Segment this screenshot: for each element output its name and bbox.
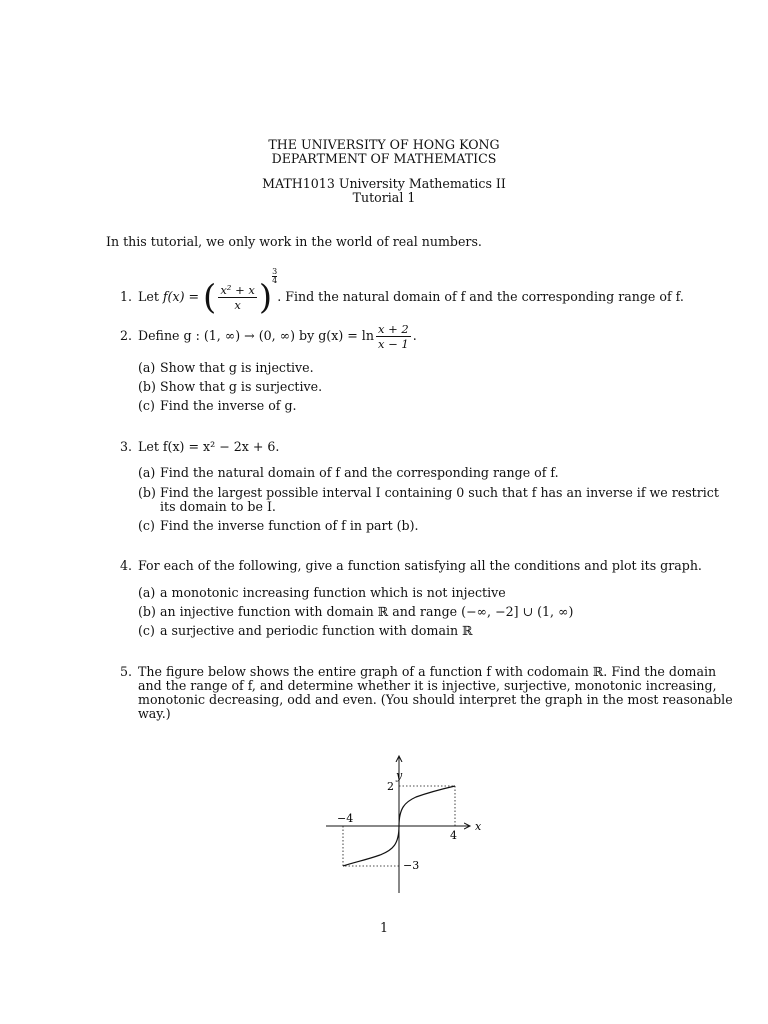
list-item: (c) a surjective and periodic function with domain ℝ (138, 623, 473, 638)
list-item: (c) Find the inverse function of f in part (b). (138, 518, 419, 533)
list-item: (b) Find the largest possible interval I containing 0 such that f has an inverse if we restrict (138, 485, 719, 500)
guide-lower (343, 826, 399, 866)
tutorial-title: Tutorial 1 (352, 190, 416, 205)
page-number: 1 (379, 920, 388, 935)
list-item: (a) Show that g is injective. (138, 360, 314, 375)
list-item-continuation: its domain to be I. (160, 499, 276, 514)
guide-upper (399, 786, 455, 826)
exponent: $\frac{3}{4}$ (272, 267, 278, 285)
question-5-line: and the range of f, and determine whether it is injective, surjective, monotonic increasing, (138, 678, 717, 693)
tick-label: −3 (403, 859, 420, 872)
list-item: (b) Show that g is surjective. (138, 379, 323, 394)
curve-left (343, 826, 399, 866)
tick-label: −4 (337, 812, 354, 825)
question-4: 4. For each of the following, give a function satisfying all the conditions and plot its graph. (120, 558, 702, 573)
list-item: (b) an injective function with domain ℝ and range (−∞, −2] ∪ (1, ∞) (138, 604, 574, 619)
question-5-line: monotonic decreasing, odd and even. (You should interpret the graph in the most reasonable (138, 692, 733, 707)
list-item: (a) Find the natural domain of f and the corresponding range of f. (138, 465, 559, 480)
question-3: 3. Let f(x) = x² − 2x + 6. (120, 439, 280, 454)
list-item: (c) Find the inverse of g. (138, 398, 297, 413)
tick-label: 4 (450, 829, 457, 842)
curve-right (399, 786, 455, 826)
intro-text: In this tutorial, we only work in the world of real numbers. (106, 234, 482, 249)
question-number: 1. (120, 289, 133, 304)
question-1: 1. Let f(x) = ( $\frac{\text{x² + x}}{x}$ ) $\frac{3}{4}$ . Find the natural domain of f and the corresponding range of f. (120, 267, 684, 318)
tick-label: 2 (387, 780, 394, 793)
y-axis-label: y (396, 769, 403, 782)
course-title: MATH1013 University Mathematics II (262, 176, 506, 191)
question-2: 2. Define g : (1, ∞) → (0, ∞) by g(x) = ln $\frac{x + 2}{x - 1}$ . (120, 322, 417, 351)
university-name: THE UNIVERSITY OF HONG KONG (268, 137, 500, 152)
list-item: (a) a monotonic increasing function which is not injective (138, 585, 506, 600)
fraction: $\frac{x + 2}{x - 1}$ (377, 322, 409, 351)
x-axis-label: x (475, 820, 482, 833)
question-5-line: way.) (138, 706, 171, 721)
question-5: 5. The figure below shows the entire graph of a function f with codomain ℝ. Find the domain (120, 664, 717, 679)
fraction: $\frac{\text{x² + x}}{x}$ (220, 283, 255, 312)
department-name: DEPARTMENT OF MATHEMATICS (271, 151, 497, 166)
